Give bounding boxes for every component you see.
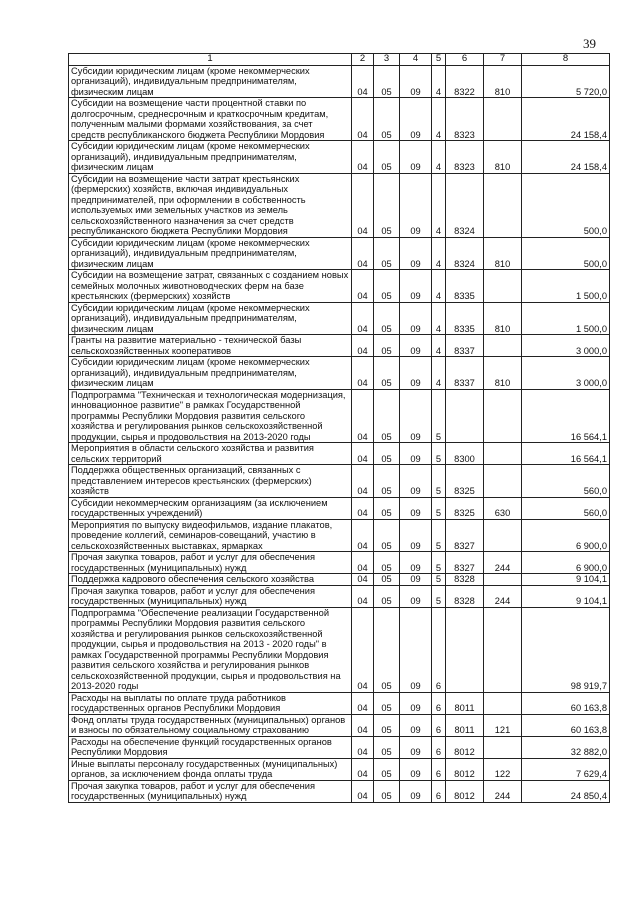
row-name-cell: Прочая закупка товаров, работ и услуг для обеспечения государственных (муниципальных) нужд bbox=[69, 585, 352, 607]
subprogram-cell: 4 bbox=[432, 270, 446, 303]
amount-cell: 16 564,1 bbox=[522, 389, 610, 443]
subprogram-cell: 5 bbox=[432, 389, 446, 443]
expense-type-cell bbox=[484, 736, 522, 758]
amount-cell: 6 900,0 bbox=[522, 552, 610, 574]
row-name-cell: Прочая закупка товаров, работ и услуг для обеспечения государственных (муниципальных) нужд bbox=[69, 552, 352, 574]
activity-cell: 8325 bbox=[446, 465, 484, 498]
expense-type-cell: 810 bbox=[484, 65, 522, 98]
section-cell: 04 bbox=[352, 389, 374, 443]
table-row bbox=[69, 357, 610, 390]
table-row bbox=[69, 780, 610, 802]
activity-cell: 8337 bbox=[446, 335, 484, 357]
section-cell: 04 bbox=[352, 519, 374, 552]
amount-cell: 9 104,1 bbox=[522, 574, 610, 586]
expense-type-cell: 630 bbox=[484, 497, 522, 519]
activity-cell: 8011 bbox=[446, 714, 484, 736]
subprogram-cell: 4 bbox=[432, 173, 446, 237]
expense-type-cell bbox=[484, 443, 522, 465]
subprogram-cell: 4 bbox=[432, 65, 446, 98]
subsection-cell: 05 bbox=[374, 465, 400, 498]
amount-cell: 500,0 bbox=[522, 237, 610, 270]
expense-type-cell bbox=[484, 270, 522, 303]
expense-type-cell bbox=[484, 692, 522, 714]
expense-type-cell: 810 bbox=[484, 357, 522, 390]
subsection-cell: 05 bbox=[374, 758, 400, 780]
amount-cell: 7 629,4 bbox=[522, 758, 610, 780]
subsection-cell: 05 bbox=[374, 736, 400, 758]
subsection-cell: 05 bbox=[374, 270, 400, 303]
col-header-3: 3 bbox=[374, 54, 400, 66]
expense-type-cell: 810 bbox=[484, 141, 522, 174]
program-cell: 09 bbox=[400, 389, 432, 443]
expense-type-cell bbox=[484, 335, 522, 357]
section-cell: 04 bbox=[352, 585, 374, 607]
expense-type-cell bbox=[484, 465, 522, 498]
section-cell: 04 bbox=[352, 736, 374, 758]
row-name-cell: Субсидии на возмещение части процентной ставки по долгосрочным, среднесрочным и краткосрочным кредитам, полученным малыми формами хозяйствования, за счет средств республиканского бюджета Республики Мордовия bbox=[69, 98, 352, 141]
expense-type-cell bbox=[484, 519, 522, 552]
section-cell: 04 bbox=[352, 758, 374, 780]
col-header-7: 7 bbox=[484, 54, 522, 66]
subprogram-cell: 6 bbox=[432, 692, 446, 714]
subsection-cell: 05 bbox=[374, 585, 400, 607]
table-row bbox=[69, 465, 610, 498]
subprogram-cell: 5 bbox=[432, 443, 446, 465]
expense-type-cell: 810 bbox=[484, 237, 522, 270]
subprogram-cell: 4 bbox=[432, 302, 446, 335]
col-header-2: 2 bbox=[352, 54, 374, 66]
subsection-cell: 05 bbox=[374, 98, 400, 141]
amount-cell: 1 500,0 bbox=[522, 302, 610, 335]
activity-cell: 8325 bbox=[446, 497, 484, 519]
row-name-cell: Субсидии юридическим лицам (кроме некоммерческих организаций), индивидуальным предпринимателям, физическим лицам bbox=[69, 357, 352, 390]
col-header-6: 6 bbox=[446, 54, 484, 66]
subsection-cell: 05 bbox=[374, 389, 400, 443]
row-name-cell: Расходы на выплаты по оплате труда работников государственных органов Республики Мордовия bbox=[69, 692, 352, 714]
row-name-cell: Расходы на обеспечение функций государственных органов Республики Мордовия bbox=[69, 736, 352, 758]
subsection-cell: 05 bbox=[374, 237, 400, 270]
program-cell: 09 bbox=[400, 607, 432, 692]
activity-cell: 8337 bbox=[446, 357, 484, 390]
row-name-cell: Гранты на развитие материально - технической базы сельскохозяйственных кооперативов bbox=[69, 335, 352, 357]
row-name-cell: Иные выплаты персоналу государственных (муниципальных) органов, за исключением фонда оплаты труда bbox=[69, 758, 352, 780]
program-cell: 09 bbox=[400, 736, 432, 758]
activity-cell: 8328 bbox=[446, 585, 484, 607]
activity-cell: 8327 bbox=[446, 552, 484, 574]
subsection-cell: 05 bbox=[374, 443, 400, 465]
section-cell: 04 bbox=[352, 98, 374, 141]
subprogram-cell: 6 bbox=[432, 607, 446, 692]
amount-cell: 9 104,1 bbox=[522, 585, 610, 607]
subprogram-cell: 6 bbox=[432, 714, 446, 736]
amount-cell: 60 163,8 bbox=[522, 714, 610, 736]
row-name-cell: Субсидии юридическим лицам (кроме некоммерческих организаций), индивидуальным предпринимателям, физическим лицам bbox=[69, 141, 352, 174]
table-row bbox=[69, 302, 610, 335]
table-row bbox=[69, 237, 610, 270]
activity-cell: 8335 bbox=[446, 302, 484, 335]
program-cell: 09 bbox=[400, 173, 432, 237]
activity-cell: 8322 bbox=[446, 65, 484, 98]
table-row bbox=[69, 574, 610, 586]
amount-cell: 24 158,4 bbox=[522, 98, 610, 141]
col-header-1: 1 bbox=[69, 54, 352, 66]
section-cell: 04 bbox=[352, 497, 374, 519]
table-row bbox=[69, 692, 610, 714]
section-cell: 04 bbox=[352, 357, 374, 390]
activity-cell: 8324 bbox=[446, 237, 484, 270]
amount-cell: 6 900,0 bbox=[522, 519, 610, 552]
subprogram-cell: 5 bbox=[432, 519, 446, 552]
section-cell: 04 bbox=[352, 141, 374, 174]
table-row bbox=[69, 173, 610, 237]
table-row bbox=[69, 65, 610, 98]
program-cell: 09 bbox=[400, 302, 432, 335]
activity-cell: 8011 bbox=[446, 692, 484, 714]
row-name-cell: Прочая закупка товаров, работ и услуг для обеспечения государственных (муниципальных) нужд bbox=[69, 780, 352, 802]
program-cell: 09 bbox=[400, 443, 432, 465]
row-name-cell: Субсидии юридическим лицам (кроме некоммерческих организаций), индивидуальным предпринимателям, физическим лицам bbox=[69, 237, 352, 270]
section-cell: 04 bbox=[352, 335, 374, 357]
amount-cell: 98 919,7 bbox=[522, 607, 610, 692]
table-row bbox=[69, 736, 610, 758]
table-row bbox=[69, 758, 610, 780]
row-name-cell: Субсидии некоммерческим организациям (за исключением государственных учреждений) bbox=[69, 497, 352, 519]
table-header-row bbox=[69, 54, 610, 66]
section-cell: 04 bbox=[352, 270, 374, 303]
amount-cell: 60 163,8 bbox=[522, 692, 610, 714]
table-row bbox=[69, 335, 610, 357]
expense-type-cell bbox=[484, 173, 522, 237]
section-cell: 04 bbox=[352, 465, 374, 498]
subsection-cell: 05 bbox=[374, 574, 400, 586]
subsection-cell: 05 bbox=[374, 335, 400, 357]
col-header-4: 4 bbox=[400, 54, 432, 66]
activity-cell: 8012 bbox=[446, 736, 484, 758]
section-cell: 04 bbox=[352, 65, 374, 98]
subprogram-cell: 4 bbox=[432, 335, 446, 357]
expense-type-cell: 244 bbox=[484, 585, 522, 607]
activity-cell: 8335 bbox=[446, 270, 484, 303]
row-name-cell: Мероприятия в области сельского хозяйства и развития сельских территорий bbox=[69, 443, 352, 465]
amount-cell: 32 882,0 bbox=[522, 736, 610, 758]
amount-cell: 16 564,1 bbox=[522, 443, 610, 465]
expense-type-cell bbox=[484, 574, 522, 586]
program-cell: 09 bbox=[400, 714, 432, 736]
expense-type-cell: 121 bbox=[484, 714, 522, 736]
row-name-cell: Субсидии юридическим лицам (кроме некоммерческих организаций), индивидуальным предпринимателям, физическим лицам bbox=[69, 65, 352, 98]
row-name-cell: Подпрограмма "Обеспечение реализации Государственной программы Республики Мордовия развития сельского хозяйства и регулирования рынков сельскохозяйственной продукции, сырья и продовольствия на 2013 - 2020 годы" в рамках Государственной программы Республики Мордовия развития сельского хозяйства и регулирования рынков сельскохозяйственной продукции, сырья и продовольствия на 2013-2020 годы bbox=[69, 607, 352, 692]
expense-type-cell: 244 bbox=[484, 780, 522, 802]
subprogram-cell: 4 bbox=[432, 141, 446, 174]
amount-cell: 560,0 bbox=[522, 465, 610, 498]
row-name-cell: Субсидии на возмещение затрат, связанных с созданием новых семейных молочных животноводческих ферм на базе крестьянских (фермерских) хозяйств bbox=[69, 270, 352, 303]
subsection-cell: 05 bbox=[374, 173, 400, 237]
table-row bbox=[69, 389, 610, 443]
amount-cell: 3 000,0 bbox=[522, 335, 610, 357]
amount-cell: 1 500,0 bbox=[522, 270, 610, 303]
section-cell: 04 bbox=[352, 692, 374, 714]
activity-cell: 8328 bbox=[446, 574, 484, 586]
table-row bbox=[69, 519, 610, 552]
subsection-cell: 05 bbox=[374, 552, 400, 574]
row-name-cell: Поддержка кадрового обеспечения сельского хозяйства bbox=[69, 574, 352, 586]
activity-cell: 8012 bbox=[446, 780, 484, 802]
section-cell: 04 bbox=[352, 443, 374, 465]
subsection-cell: 05 bbox=[374, 302, 400, 335]
program-cell: 09 bbox=[400, 497, 432, 519]
program-cell: 09 bbox=[400, 519, 432, 552]
program-cell: 09 bbox=[400, 585, 432, 607]
table-row bbox=[69, 585, 610, 607]
table-row bbox=[69, 497, 610, 519]
subsection-cell: 05 bbox=[374, 780, 400, 802]
amount-cell: 3 000,0 bbox=[522, 357, 610, 390]
table-row bbox=[69, 607, 610, 692]
expense-type-cell: 810 bbox=[484, 302, 522, 335]
activity-cell bbox=[446, 389, 484, 443]
section-cell: 04 bbox=[352, 574, 374, 586]
activity-cell: 8323 bbox=[446, 141, 484, 174]
subsection-cell: 05 bbox=[374, 714, 400, 736]
program-cell: 09 bbox=[400, 98, 432, 141]
expense-type-cell bbox=[484, 389, 522, 443]
program-cell: 09 bbox=[400, 780, 432, 802]
row-name-cell: Субсидии на возмещение части затрат крестьянских (фермерских) хозяйств, включая индивидуальных предпринимателей, при оформлении в собственность используемых ими земельных участков из земель сельскохозяйственного назначения за счет средств республиканского бюджета Республики Мордовия bbox=[69, 173, 352, 237]
subsection-cell: 05 bbox=[374, 141, 400, 174]
subsection-cell: 05 bbox=[374, 497, 400, 519]
program-cell: 09 bbox=[400, 335, 432, 357]
program-cell: 09 bbox=[400, 357, 432, 390]
subsection-cell: 05 bbox=[374, 692, 400, 714]
subprogram-cell: 5 bbox=[432, 585, 446, 607]
page-number: 39 bbox=[583, 36, 596, 51]
program-cell: 09 bbox=[400, 552, 432, 574]
amount-cell: 24 158,4 bbox=[522, 141, 610, 174]
subprogram-cell: 5 bbox=[432, 574, 446, 586]
expense-type-cell: 122 bbox=[484, 758, 522, 780]
table-row bbox=[69, 443, 610, 465]
activity-cell: 8324 bbox=[446, 173, 484, 237]
program-cell: 09 bbox=[400, 141, 432, 174]
subprogram-cell: 5 bbox=[432, 552, 446, 574]
section-cell: 04 bbox=[352, 173, 374, 237]
subsection-cell: 05 bbox=[374, 607, 400, 692]
subsection-cell: 05 bbox=[374, 519, 400, 552]
table-row bbox=[69, 714, 610, 736]
activity-cell: 8300 bbox=[446, 443, 484, 465]
col-header-8: 8 bbox=[522, 54, 610, 66]
subprogram-cell: 6 bbox=[432, 736, 446, 758]
program-cell: 09 bbox=[400, 758, 432, 780]
activity-cell bbox=[446, 607, 484, 692]
section-cell: 04 bbox=[352, 780, 374, 802]
row-name-cell: Мероприятия по выпуску видеофильмов, издание плакатов, проведение коллегий, семинаров-совещаний, участию в сельскохозяйственных выставках, ярмарках bbox=[69, 519, 352, 552]
subprogram-cell: 5 bbox=[432, 465, 446, 498]
expense-type-cell: 244 bbox=[484, 552, 522, 574]
program-cell: 09 bbox=[400, 270, 432, 303]
row-name-cell: Поддержка общественных организаций, связанных с представлением интересов крестьянских (фермерских) хозяйств bbox=[69, 465, 352, 498]
amount-cell: 24 850,4 bbox=[522, 780, 610, 802]
section-cell: 04 bbox=[352, 552, 374, 574]
section-cell: 04 bbox=[352, 714, 374, 736]
budget-table bbox=[68, 53, 610, 803]
program-cell: 09 bbox=[400, 237, 432, 270]
subprogram-cell: 4 bbox=[432, 237, 446, 270]
expense-type-cell bbox=[484, 98, 522, 141]
row-name-cell: Фонд оплаты труда государственных (муниципальных) органов и взносы по обязательному социальному страхованию bbox=[69, 714, 352, 736]
activity-cell: 8323 bbox=[446, 98, 484, 141]
program-cell: 09 bbox=[400, 465, 432, 498]
subsection-cell: 05 bbox=[374, 65, 400, 98]
row-name-cell: Субсидии юридическим лицам (кроме некоммерческих организаций), индивидуальным предпринимателям, физическим лицам bbox=[69, 302, 352, 335]
row-name-cell: Подпрограмма "Техническая и технологическая модернизация, инновационное развитие" в рамках Государственной программы Республики Мордовия развития сельского хозяйства и регулирования рынков сельскохозяйственной продукции, сырья и продовольствия на 2013-2020 годы bbox=[69, 389, 352, 443]
subprogram-cell: 5 bbox=[432, 497, 446, 519]
table-row bbox=[69, 270, 610, 303]
subprogram-cell: 6 bbox=[432, 780, 446, 802]
expense-type-cell bbox=[484, 607, 522, 692]
section-cell: 04 bbox=[352, 237, 374, 270]
activity-cell: 8327 bbox=[446, 519, 484, 552]
table-row bbox=[69, 98, 610, 141]
table-row bbox=[69, 141, 610, 174]
subprogram-cell: 4 bbox=[432, 357, 446, 390]
amount-cell: 500,0 bbox=[522, 173, 610, 237]
section-cell: 04 bbox=[352, 607, 374, 692]
program-cell: 09 bbox=[400, 692, 432, 714]
col-header-5: 5 bbox=[432, 54, 446, 66]
subsection-cell: 05 bbox=[374, 357, 400, 390]
program-cell: 09 bbox=[400, 65, 432, 98]
activity-cell: 8012 bbox=[446, 758, 484, 780]
amount-cell: 560,0 bbox=[522, 497, 610, 519]
subprogram-cell: 6 bbox=[432, 758, 446, 780]
table-row bbox=[69, 552, 610, 574]
section-cell: 04 bbox=[352, 302, 374, 335]
subprogram-cell: 4 bbox=[432, 98, 446, 141]
program-cell: 09 bbox=[400, 574, 432, 586]
amount-cell: 5 720,0 bbox=[522, 65, 610, 98]
